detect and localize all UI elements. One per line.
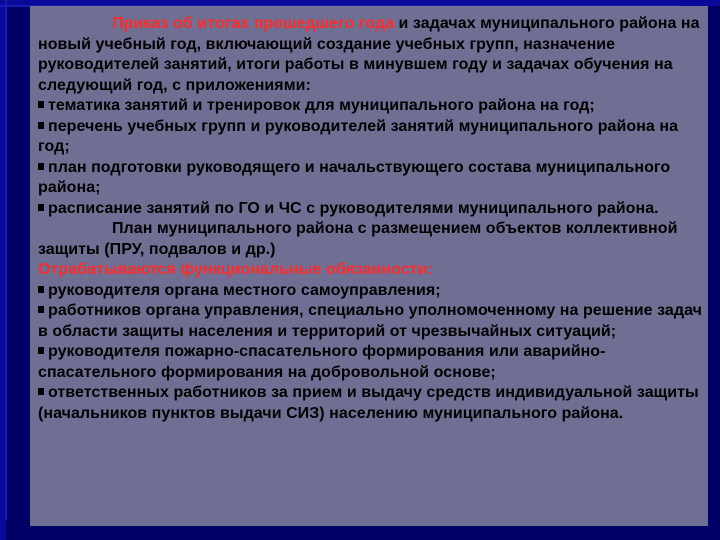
bullet-icon [38, 347, 44, 354]
slide-content [38, 14, 703, 424]
plan-paragraph: План муниципального района с размещением объектов коллективной защиты (ПРУ, подвалов и др.) [38, 220, 678, 258]
list-item [38, 96, 703, 117]
list-item [38, 383, 703, 424]
list-item [38, 199, 703, 220]
bullet-icon [38, 286, 44, 293]
order-paragraph [38, 14, 703, 96]
list-item [38, 281, 703, 302]
list-item-text: перечень учебных групп и руководителей занятий муниципального района на год; [38, 117, 679, 155]
list-item [38, 117, 703, 158]
list-item-text: тематика занятий и тренировок для муниципального района на год; [48, 97, 595, 114]
bullet-icon [38, 101, 44, 108]
order-title: Приказ об итогах прошедшего года [112, 15, 395, 32]
list-item-text: работников органа управления, специально уполномоченному на решение задач в области защиты населения и территорий от чрезвычайных ситуаций; [38, 302, 702, 340]
bullet-icon [38, 204, 44, 211]
list-item-text: план подготовки руководящего и начальствующего состава муниципального района; [38, 158, 671, 196]
duties-heading: Отрабатываются функциональные обязанности: [38, 261, 433, 278]
list-item-text: расписание занятий по ГО и ЧС с руководителями муниципального района. [48, 199, 659, 217]
list-item-text: ответственных работников за прием и выдачу средств индивидуальной защиты (начальников пунктов выдачи СИЗ) населению муниципального района. [38, 384, 699, 422]
list-item-text: руководителя органа местного самоуправления; [48, 281, 441, 299]
bullet-icon [38, 306, 44, 313]
list-item [38, 342, 703, 383]
bullet-icon [38, 163, 44, 170]
order-text: и задачах муниципального района на новый учебный год, включающий создание учебных групп, назначение руководителей занятий, итоги работы в минувшем году и задачах обучения на следующий год, с приложениями: [38, 15, 700, 94]
list-item [38, 301, 703, 342]
list-item [38, 158, 703, 199]
bullet-icon [38, 388, 44, 395]
bullet-icon [38, 122, 44, 129]
list-item-text: руководителя пожарно-спасательного формирования или аварийно-спасательного формирования на добровольной основе; [38, 343, 606, 381]
frame-left-line [5, 0, 7, 520]
